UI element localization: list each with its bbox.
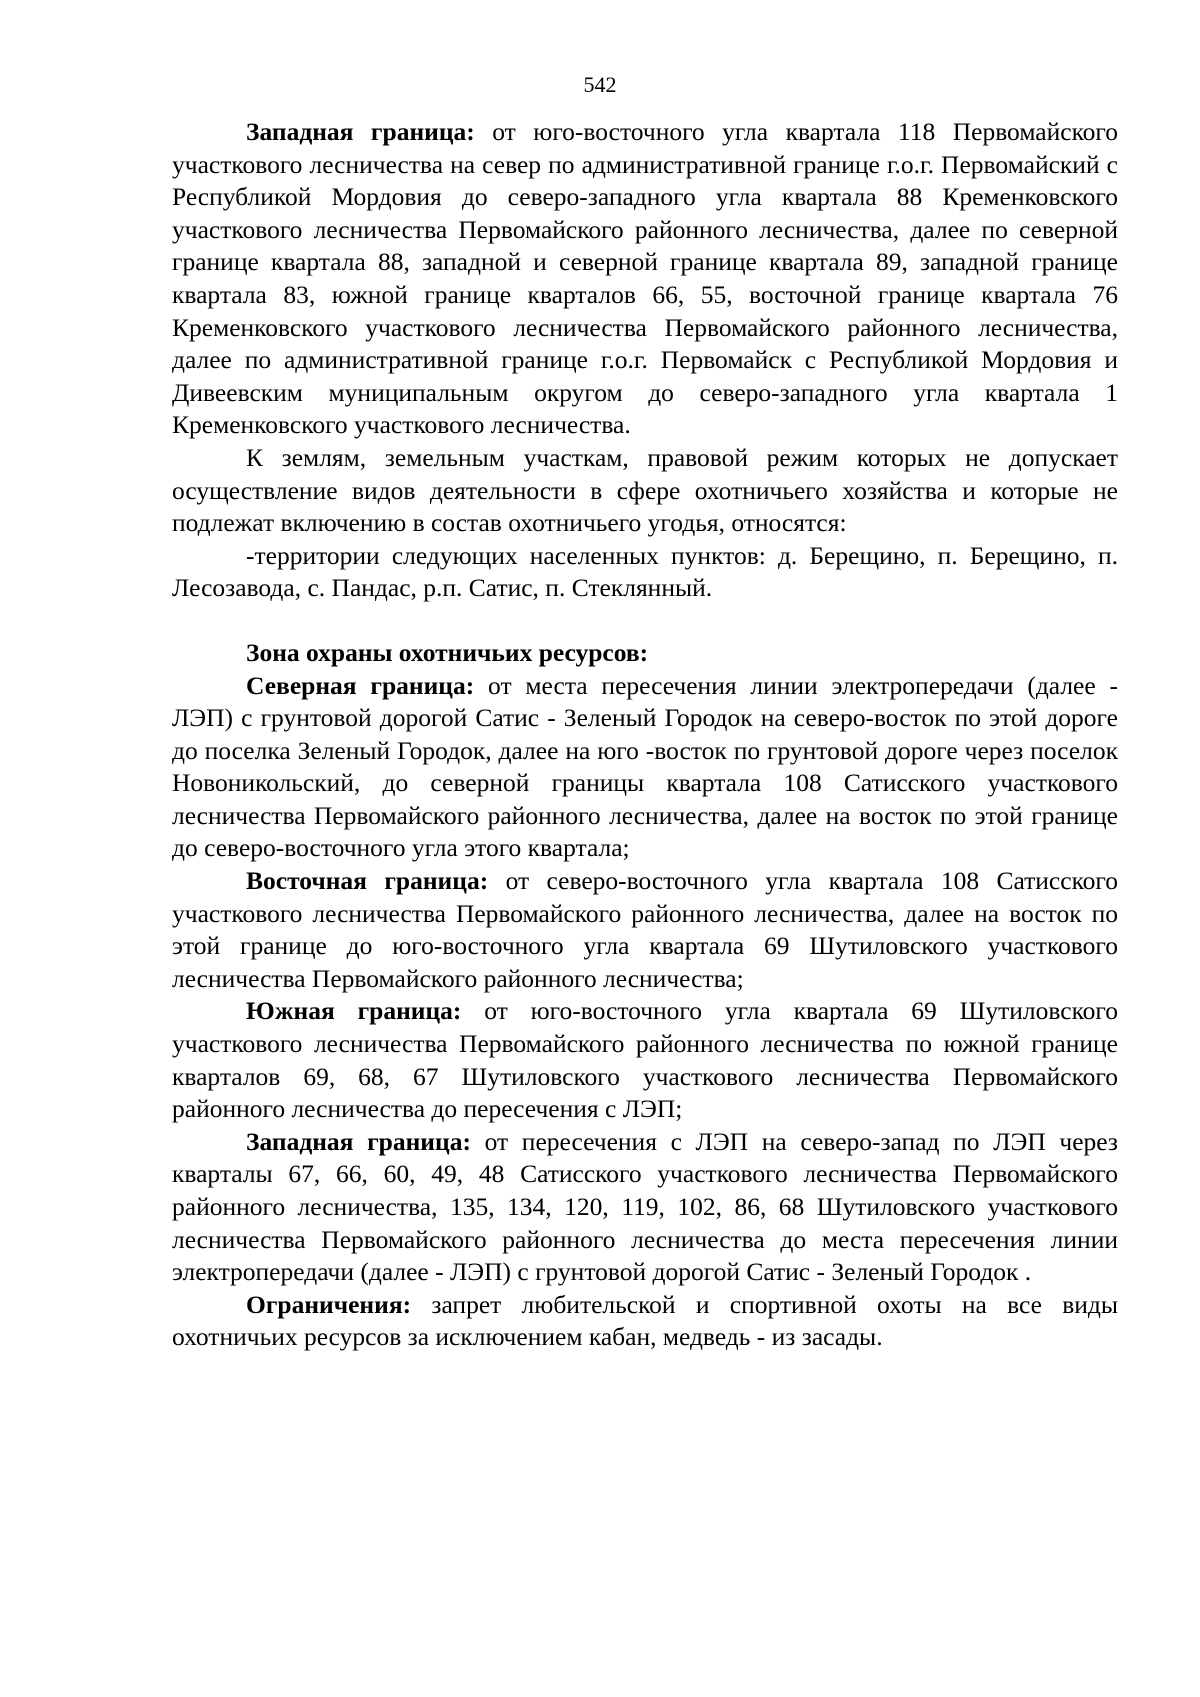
restrictions-paragraph (172, 1289, 1118, 1354)
page-number: 542 (583, 72, 617, 97)
zone-western-boundary-text: от пересечения с ЛЭП на северо-запад по ЛЭП через кварталы 67, 66, 60, 49, 48 Сатисского участкового лесничества Первомайского районного лесничества, 135, 134, 120, 119, 102, 86, 68 Шутиловского участкового лесничества Первомайского районного лесничества до места пересечения линии электропередачи (далее - ЛЭП) с грунтовой дорогой Сатис - Зеленый Городок . (172, 1126, 1118, 1287)
western-boundary-label: Западная граница: (246, 117, 475, 146)
restrictions-text: запрет любительской и спортивной охоты на все виды охотничьих ресурсов за исключением кабан, медведь - из засады. (172, 1289, 1118, 1352)
western-boundary-text: от юго-восточного угла квартала 118 Первомайского участкового лесничества на север по административной границе г.о.г. Первомайский с Республикой Мордовия до северо-западного угла квартала 88 Кременковского участкового лесничества Первомайского районного лесничества, далее по северной границе квартала 88, западной и северной границе квартала 89, западной границе квартала 83, южной границе кварталов 66, 55, восточной границе квартала 76 Кременковского участкового лесничества Первомайского районного лесничества, далее по административной границе г.о.г. Первомайск с Республикой Мордовия и Дивеевским муниципальным округом до северо-западного угла квартала 1 Кременковского участкового лесничества. (172, 117, 1118, 440)
territories-paragraph: -территории следующих населенных пунктов: д. Берещино, п. Берещино, п. Лесозавода, с. Пандас, р.п. Сатис, п. Стеклянный. (172, 540, 1118, 603)
southern-boundary-text: от юго-восточного угла квартала 69 Шутиловского участкового лесничества Первомайского районного лесничества по южной границе кварталов 69, 68, 67 Шутиловского участкового лесничества Первомайского районного лесничества до пересечения с ЛЭП; (172, 996, 1119, 1124)
northern-boundary-label: Северная граница: (246, 670, 475, 700)
restrictions-label: Ограничения: (246, 1289, 412, 1319)
southern-boundary-paragraph (172, 995, 1118, 1125)
western-boundary-paragraph (172, 116, 1118, 442)
section-heading: Зона охраны охотничьих ресурсов: (246, 637, 649, 667)
southern-boundary-label: Южная граница: (246, 996, 462, 1026)
zone-western-boundary-paragraph (172, 1126, 1118, 1289)
document-body (172, 116, 1118, 1354)
eastern-boundary-label: Восточная граница: (246, 866, 489, 896)
eastern-boundary-paragraph (172, 865, 1118, 995)
zone-western-boundary-label: Западная граница: (246, 1126, 471, 1156)
section-spacer (172, 605, 1118, 637)
lands-paragraph: К землям, земельным участкам, правовой режим которых не допускает осуществление видов деятельности в сфере охотничьего хозяйства и которые не подлежат включению в состав охотничьего угодья, относятся: (172, 442, 1118, 538)
northern-boundary-text: от места пересечения линии электропередачи (далее - ЛЭП) с грунтовой дорогой Сатис - Зеленый Городок на северо-восток по этой дороге до поселка Зеленый Городок, далее на юго -восток по грунтовой дороге через поселок Новоникольский, до северной границы квартала 108 Сатисского участкового лесничества Первомайского районного лесничества, далее на восток по этой границе до северо-восточного угла этого квартала; (172, 670, 1119, 863)
northern-boundary-paragraph (172, 670, 1118, 866)
eastern-boundary-text: от северо-восточного угла квартала 108 Сатисского участкового лесничества Первомайского районного лесничества, далее на восток по этой границе до юго-восточного угла квартала 69 Шутиловского участкового лесничества Первомайского районного лесничества; (172, 866, 1118, 993)
